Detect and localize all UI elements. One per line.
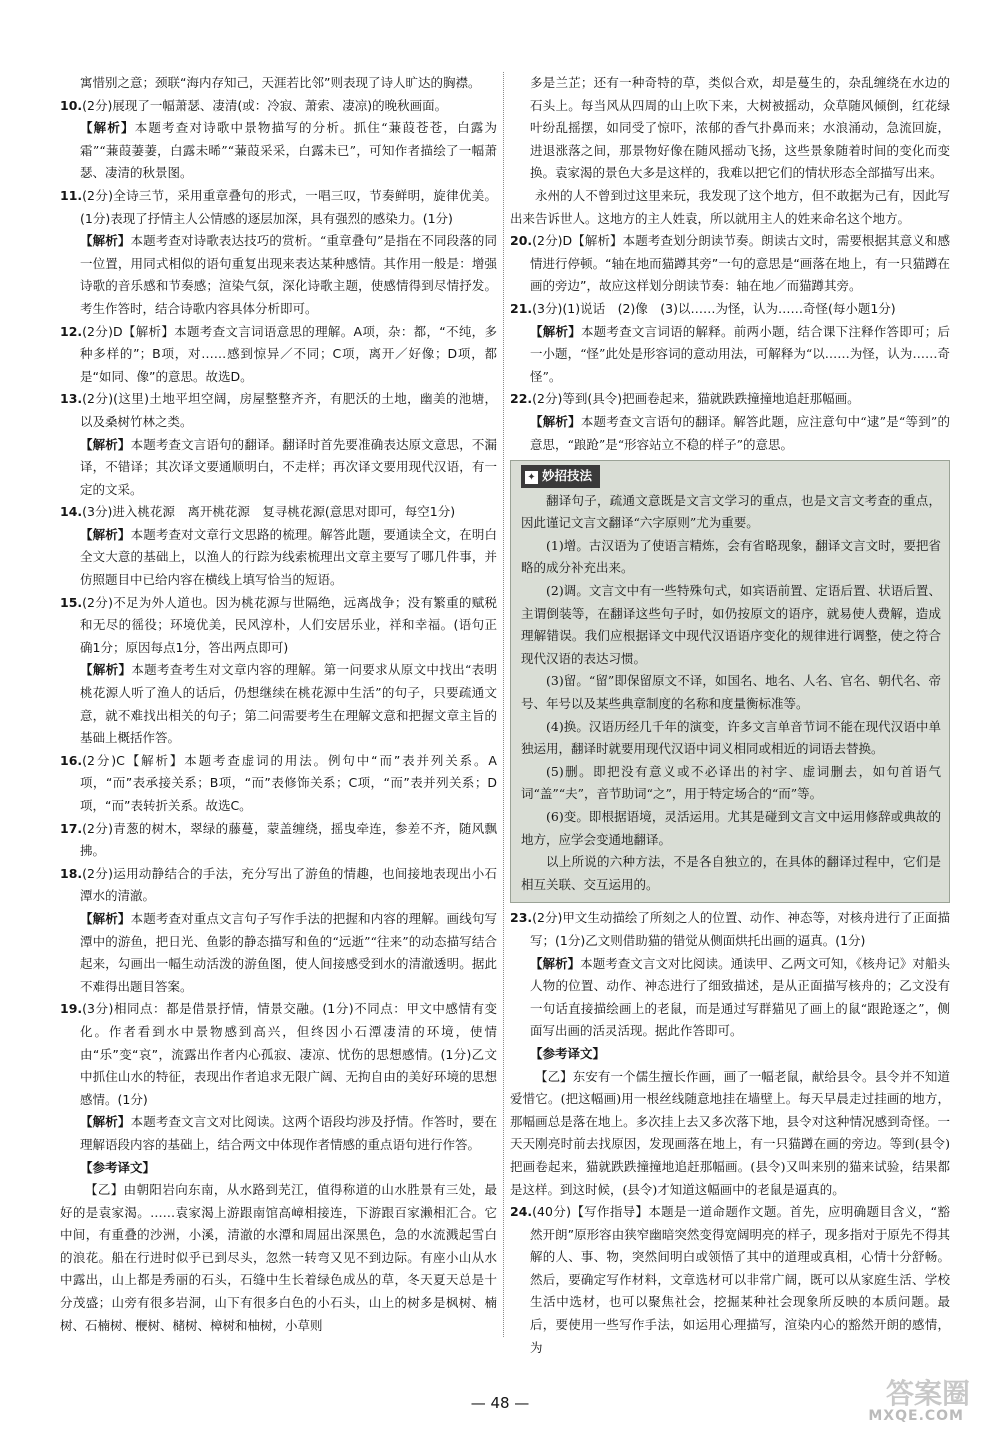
analysis-paragraph: [60, 117, 497, 185]
analysis-text: 本题考查对诗歌表达技巧的赏析。“重章叠句”是指在不同段落的同一位置，用同式相似的语句重复出现来表达某种感情。其作用一般是：增强诗歌的音乐感和节奏感；渲染气氛，深化诗歌主题，使感情得到尽情抒发。考生作答时，结合诗歌内容具体分析即可。: [80, 233, 497, 316]
analysis-paragraph: [510, 411, 950, 456]
question-number: 10.: [60, 97, 83, 113]
answer-item: [510, 298, 950, 321]
answer-text: (3分)进入桃花源 离开桃花源 复寻桃花源(意思对即可，每空1分): [82, 504, 456, 520]
analysis-label: 【解析】: [530, 413, 581, 429]
text-paragraph: 寓惜别之意；颈联“海内存知己，天涯若比邻”则表现了诗人旷达的胸襟。: [80, 75, 481, 90]
analysis-label: 【解析】: [80, 436, 131, 452]
answer-text: (2分)全诗三节，采用重章叠句的形式，一唱三叹，节奏鲜明，旋律优美。(1分)表现了抒情主人公情感的逐层加深，具有强烈的感染力。(1分): [80, 187, 497, 226]
answer-text: (2分)甲文生动描绘了所刻之人的位置、动作、神态等，对核舟进行了正面描写；(1分)乙文则借助猫的错觉从侧面烘托出画的逼真。(1分): [530, 910, 950, 948]
analysis-label: 【解析】: [80, 1114, 131, 1130]
answer-text: (2分)等到(具令)把画卷起来，猫就跌跌撞撞地追赶那幅画。: [532, 391, 860, 407]
analysis-paragraph: [60, 434, 497, 502]
answer-item: [60, 818, 497, 863]
answer-text: (2分)不足为外人道也。因为桃花源与世隔绝，远离战争；没有繁重的赋税和无尽的徭役；环境优美，民风淳朴，人们安居乐业，祥和幸福。(语句正确1分；原因每点1分，答出两点即可): [80, 594, 497, 655]
answer-text: (2分)展现了一幅萧瑟、凄清(或：冷寂、萧索、凄凉)的晚秋画面。: [82, 97, 448, 113]
question-number: 24.: [510, 1204, 533, 1220]
answer-item: [510, 388, 950, 411]
analysis-paragraph: [60, 908, 497, 998]
analysis-text: 本题考查文言文对比阅读。通读甲、乙两文可知，《核舟记》对船头人物的位置、动作、神态进行了细致描述，是从正面描写核舟的；乙文没有一句话直接描绘画上的老鼠，而是通过写群猫见了画上的鼠“跟跄逐之”，侧面写出画的活灵活现。据此作答即可。: [530, 955, 950, 1039]
tips-paragraph: (6)变。即根据语境，灵活运用。尤其是碰到文言文中运用修辞或典故的地方，应学会变通地翻译。: [521, 809, 941, 847]
right-column: [510, 72, 950, 1359]
answer-item: [60, 750, 497, 818]
translation-paragraph: 多是兰芷；还有一种奇特的草，类似合欢，却是蔓生的，杂乱缠绕在水边的石头上。每当风从四周的山上吹下来，大树被摇动，众草随风倾倒，红花绿叶纷乱摇摆，如同受了惊吓，浓郁的香气扑鼻而来；水浪涌动，急流回旋，进退涨落之间，那景物好像在随风摇动飞扬，这些景象随着时间的变化而变换。袁家渴的景色大多是这样的，我难以把它们的情状形态全部描写出来。: [530, 75, 950, 181]
analysis-text: 本题考查对诗歌中景物描写的分析。抓住“蒹葭苍苍，白露为霜”“蒹葭萋萋，白露未晞”“蒹葭采采，白露未已”，可知作者描绘了一幅萧瑟、凄清的秋景图。: [80, 120, 497, 181]
analysis-paragraph: [510, 321, 950, 389]
answer-text: (2分)(这里)土地平坦空阔，房屋整整齐齐，有肥沃的土地，幽美的池塘，以及桑树竹林之类。: [80, 391, 497, 429]
lightbulb-icon: ✦: [525, 471, 538, 484]
answer-item: [60, 388, 497, 433]
answer-text: (3分)(1)说话 (2)像 (3)以……为怪，认为……奇怪(每小题1分): [532, 300, 896, 316]
answer-item: [60, 321, 497, 389]
question-number: 12.: [60, 323, 83, 339]
watermark-logo: 答案圈: [885, 1377, 970, 1410]
question-number: 13.: [60, 391, 83, 407]
analysis-label: 【解析】: [80, 233, 131, 249]
answer-text: (2分)C【解析】本题考查虚词的用法。例句中“而”表并列关系。A项，“而”表承接关系；B项，“而”表修饰关系；C项，“而”表并列关系；D项，“而”表转折关系。故选C。: [80, 752, 497, 813]
analysis-text: 本题考查文言文对比阅读。这两个语段均涉及抒情。作答时，要在理解语段内容的基础上，结合两文中体现作者情感的重点语句进行作答。: [80, 1114, 497, 1152]
question-number: 22.: [510, 391, 533, 407]
answer-item: [60, 863, 497, 908]
tips-paragraph: (2)调。文言文中有一些特殊句式，如宾语前置、定语后置、状语后置、主谓倒装等，在翻译这些句子时，如仍按原文的语序，就易使人费解，造成理解错误。我们应根据译文中现代汉语语序变化的规律进行调整，使之符合现代汉语的表达习惯。: [521, 583, 941, 666]
analysis-label: 【解析】: [530, 323, 581, 339]
analysis-paragraph: [60, 659, 497, 749]
analysis-paragraph: [60, 1111, 497, 1156]
analysis-text: 本题考查对文章行文思路的梳理。解答此题，要通读全文，在明白全文大意的基础上，以渔人的行踪为线索梳理出文章主要写了哪几件事，并仿照题目中已给内容在横线上填写恰当的短语。: [80, 526, 497, 588]
analysis-text: 本题考查文言语句的翻译。翻译时首先要准确表达原文意思，不漏译，不错译；其次译文要通顺明白，不走样；再次译文要用现代汉语，有一定的文采。: [80, 436, 497, 497]
tips-paragraph: 以上所说的六种方法，不是各自独立的，在具体的翻译过程中，它们是相互关联、交互运用的。: [521, 854, 941, 892]
answer-text: (40分)【写作指导】本题是一道命题作文题。首先，应明确题目含义，“豁然开朗”原形容由狭窄幽暗突然变得宽阔明亮的样子，现多指对于原先不得其解的人、事、物，突然间明白或领悟了其中的道理或真相，心情十分舒畅。然后，要确定写作材料，文章选材可以非常广阔，既可以从家庭生活、学校生活中选材，也可以聚焦社会，挖掘某种社会现象所反映的本质问题。最后，要使用一些写作手法，如运用心理描写，渲染内心的豁然开朗的感情，为: [530, 1204, 950, 1355]
question-number: 15.: [60, 594, 83, 610]
tips-box: [510, 460, 950, 903]
analysis-label: 【解析】: [530, 955, 581, 971]
question-number: 11.: [60, 187, 83, 203]
question-number: 17.: [60, 820, 83, 836]
analysis-label: 【解析】: [80, 910, 131, 926]
question-number: 23.: [510, 910, 533, 926]
answer-text: (2分)运用动静结合的手法，充分写出了游鱼的情趣，也间接地表现出小石潭水的清澈。: [80, 865, 497, 904]
tips-paragraph: (4)换。汉语历经几千年的演变，许多文言单音节词不能在现代汉语中单独运用，翻译时就要用现代汉语中词义相同或相近的词语去替换。: [521, 718, 941, 757]
tips-paragraph: (1)增。古汉语为了使语言精炼，会有省略现象，翻译文言文时，要把省略的成分补充出来。: [521, 537, 941, 576]
page-number: — 48 —: [470, 1394, 530, 1412]
answer-item: [510, 1201, 950, 1359]
answer-item: [60, 998, 497, 1111]
tips-paragraph: 翻译句子，疏通文意既是文言文学习的重点，也是文言文考查的重点，因此谨记文言文翻译“六字原则”尤为重要。: [521, 492, 941, 531]
answer-item: [60, 95, 497, 118]
question-number: 16.: [60, 752, 83, 768]
answer-item: [60, 185, 497, 230]
answer-item: [60, 592, 497, 660]
analysis-label: 【解析】: [80, 526, 131, 542]
translation-paragraph: 永州的人不曾到过这里来玩，我发现了这个地方，但不敢据为己有，因此写出来告诉世人。这地方的主人姓袁，所以就用主人的姓来命名这个地方。: [510, 187, 950, 226]
analysis-paragraph: [60, 230, 497, 320]
analysis-text: 本题考查对重点文言句子写作手法的把握和内容的理解。画线句写潭中的游鱼，把日光、鱼影的静态描写和鱼的“远逝”“往来”的动态描写结合起来，勾画出一幅生动活泼的游鱼图，使人间接感受到水的清澈透明。据此不难得出题目答案。: [80, 910, 497, 994]
question-number: 21.: [510, 300, 533, 316]
watermark-url: MXQE.COM: [868, 1408, 964, 1424]
tips-paragraph: (5)删。即把没有意义或不必译出的衬字、虚词删去，如句首语气词“盖”“夫”，音节助词“之”，用于特定场合的“而”等。: [521, 763, 941, 802]
tips-title: ✦ 妙招技法: [521, 465, 600, 488]
left-column: [60, 72, 504, 1337]
analysis-text: 本题考查文言语句的翻译。解答此题，应注意句中“逮”是“等到”的意思，“踉跄”是“形容站立不稳的样子”的意思。: [530, 413, 950, 452]
analysis-paragraph: [510, 953, 950, 1043]
analysis-label: 【解析】: [80, 120, 135, 136]
analysis-text: 本题考查文言词语的解释。前两小题，结合课下注释作答即可；后一小题，“怪”此处是形容词的意动用法，可解释为“以……为怪，认为……奇怪”。: [530, 323, 950, 384]
section-heading: 【参考译文】: [530, 1045, 606, 1061]
analysis-text: 本题考查考生对文章内容的理解。第一问要求从原文中找出“表明桃花源人听了渔人的话后，仍想继续在桃花源中生活”的句子，只要疏通文意，就不难找出相关的句子；第二问需要考生在理解文意和把握文章主旨的基础上概括作答。: [80, 662, 497, 746]
answer-text: (2分)D【解析】本题考查划分朗读节奏。朗读古文时，需要根据其意义和感情进行停顿。“轴在地而猫蹲其旁”一句的意思是“画落在地上，有一只猫蹲在画的旁边”，故应这样划分朗读节奏：轴在地／而猫蹲其旁。: [530, 233, 950, 294]
answer-text: (2分)D【解析】本题考查文言词语意思的理解。A项，杂：都，“不纯，多种多样的”；B项，对……感到惊异／不同；C项，离开／好像；D项，都是“如同、像”的意思。故选D。: [80, 323, 497, 384]
question-number: 18.: [60, 865, 83, 881]
question-number: 14.: [60, 504, 83, 520]
answer-item: [510, 230, 950, 298]
tips-paragraph: (3)留。“留”即保留原文不译，如国名、地名、人名、官名、朝代名、帝号、年号以及某些典章制度的名称和度量衡标准等。: [521, 673, 941, 712]
answer-item: [510, 907, 950, 952]
answer-item: [60, 501, 497, 524]
section-heading: 【参考译文】: [80, 1159, 156, 1175]
question-number: 19.: [60, 1001, 83, 1017]
analysis-label: 【解析】: [80, 662, 132, 678]
analysis-paragraph: [60, 524, 497, 592]
translation-paragraph: 【乙】由朝阳岩向东南，从水路到芜江，值得称道的山水胜景有三处，最好的是袁家渴。……袁家渴上游跟南馆高嶂相接连，下游跟百家濑相汇合。它中间，有重叠的沙洲，小溪，清澈的水潭和周屈出深黑色，急的水流溅起雪白的浪花。船在行进时似乎已到尽头，忽然一转弯又见不到边际。有座小山从水中露出，山上都是秀丽的石头，石缝中生长着绿色成丛的草，冬天夏天总是十分茂盛；山旁有很多岩洞，山下有很多白色的小石头，山上的树多是枫树、楠树、石楠树、楩树、槠树、樟树和柚树，小草则: [60, 1182, 497, 1333]
translation-paragraph: 【乙】东安有一个儒生擅长作画，画了一幅老鼠，献给县令。县令并不知道爱惜它。(把这幅画)用一根丝线随意地挂在墙壁上。每天早晨走过挂画的地方，那幅画总是落在地上。多次挂上去又多次落下地，县令对这种情况感到奇怪。一天天刚亮时前去找原因，发现画落在地上，有一只猫蹲在画的旁边。等到(县令)把画卷起来，猫就跌跌撞撞地追赶那幅画。(县令)又叫来别的猫来试验，结果都是这样。到这时候，(县令)才知道这幅画中的老鼠是逼真的。: [510, 1068, 950, 1197]
answer-text: (3分)相同点：都是借景抒情，情景交融。(1分)不同点：甲文中感情有变化。作者看到水中景物感到高兴，但终因小石潭凄清的环境，使情由“乐”变“哀”，流露出作者内心孤寂、凄凉、忧伤的思想感情。(1分)乙文中抓住山水的特征，表现出作者追求无限广阔、无拘自由的美好环境的思想感情。(1分): [80, 1001, 497, 1107]
answer-text: (2分)青葱的树木，翠绿的藤蔓，蒙盖缠绕，摇曳牵连，参差不齐，随风飘拂。: [80, 820, 497, 859]
question-number: 20.: [510, 233, 533, 249]
